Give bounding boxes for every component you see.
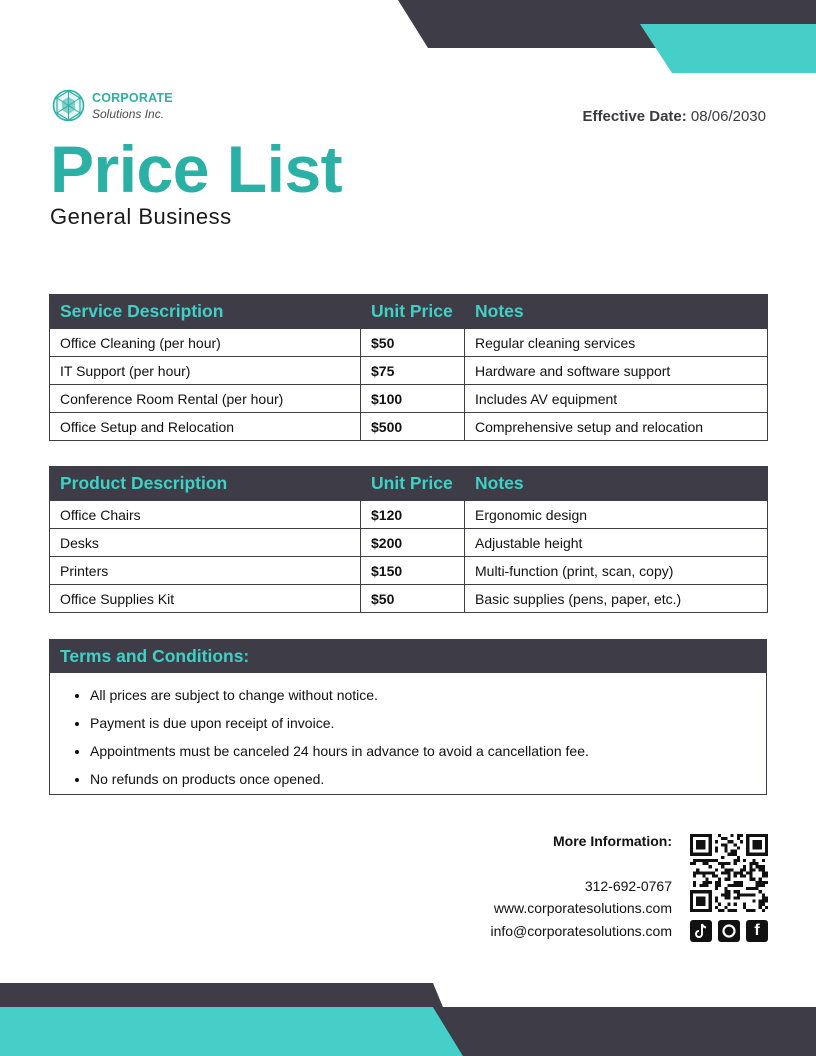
company-logo	[52, 89, 212, 123]
unit-price: $500	[361, 413, 465, 441]
table-row	[50, 385, 768, 413]
effective-date-label: Effective Date:	[582, 108, 687, 125]
instagram-icon[interactable]	[718, 920, 740, 942]
table-row	[50, 529, 768, 557]
contact-email-link[interactable]: info@corporatesolutions.com	[490, 923, 672, 939]
table-header-row	[50, 295, 768, 329]
unit-price: $50	[361, 585, 465, 613]
column-header: Product Description	[50, 467, 361, 501]
products-table	[49, 466, 768, 613]
product-name: Office Chairs	[50, 501, 361, 529]
service-name: IT Support (per hour)	[50, 357, 361, 385]
table-row	[50, 329, 768, 357]
product-name: Printers	[50, 557, 361, 585]
notes-cell: Comprehensive setup and relocation	[465, 413, 768, 441]
column-header: Service Description	[50, 295, 361, 329]
unit-price: $120	[361, 501, 465, 529]
column-header: Unit Price	[361, 295, 465, 329]
table-header-row	[50, 467, 768, 501]
more-info-label: More Information:	[553, 833, 672, 849]
terms-heading: Terms and Conditions:	[50, 640, 766, 673]
service-name: Office Cleaning (per hour)	[50, 329, 361, 357]
list-item: • All prices are subject to change without notice.	[90, 681, 766, 709]
column-header: Unit Price	[361, 467, 465, 501]
notes-cell: Ergonomic design	[465, 501, 768, 529]
service-name: Office Setup and Relocation	[50, 413, 361, 441]
table-row	[50, 413, 768, 441]
list-item: • Appointments must be canceled 24 hours in advance to avoid a cancellation fee.	[90, 737, 766, 765]
contact-phone: 312-692-0767	[584, 878, 672, 894]
notes-cell: Basic supplies (pens, paper, etc.)	[465, 585, 768, 613]
effective-date	[583, 108, 766, 125]
page-subtitle: General Business	[50, 204, 232, 229]
table-row	[50, 585, 768, 613]
top-corner-decoration	[0, 0, 816, 80]
terms-list	[50, 673, 766, 793]
unit-price: $50	[361, 329, 465, 357]
table-row	[50, 557, 768, 585]
list-item: • Payment is due upon receipt of invoice.	[90, 709, 766, 737]
unit-price: $150	[361, 557, 465, 585]
terms-section	[49, 639, 767, 795]
page-title: Price List	[50, 132, 343, 206]
table-row	[50, 501, 768, 529]
unit-price: $200	[361, 529, 465, 557]
table-row	[50, 357, 768, 385]
bottom-corner-decoration	[0, 980, 816, 1056]
company-tagline: Solutions Inc.	[92, 107, 165, 121]
qr-code-icon[interactable]	[690, 834, 768, 912]
facebook-icon[interactable]: f	[746, 920, 768, 942]
notes-cell: Multi-function (print, scan, copy)	[465, 557, 768, 585]
notes-cell: Regular cleaning services	[465, 329, 768, 357]
services-table	[49, 294, 768, 441]
column-header: Notes	[465, 467, 768, 501]
company-name: CORPORATE	[92, 91, 173, 105]
unit-price: $75	[361, 357, 465, 385]
notes-cell: Includes AV equipment	[465, 385, 768, 413]
service-name: Conference Room Rental (per hour)	[50, 385, 361, 413]
product-name: Desks	[50, 529, 361, 557]
column-header: Notes	[465, 295, 768, 329]
contact-website-link[interactable]: www.corporatesolutions.com	[493, 900, 672, 916]
effective-date-value: 08/06/2030	[690, 108, 766, 125]
unit-price: $100	[361, 385, 465, 413]
globe-logo-icon	[52, 89, 85, 122]
product-name: Office Supplies Kit	[50, 585, 361, 613]
notes-cell: Adjustable height	[465, 529, 768, 557]
tiktok-icon[interactable]	[690, 920, 712, 942]
list-item: • No refunds on products once opened.	[90, 765, 766, 793]
notes-cell: Hardware and software support	[465, 357, 768, 385]
